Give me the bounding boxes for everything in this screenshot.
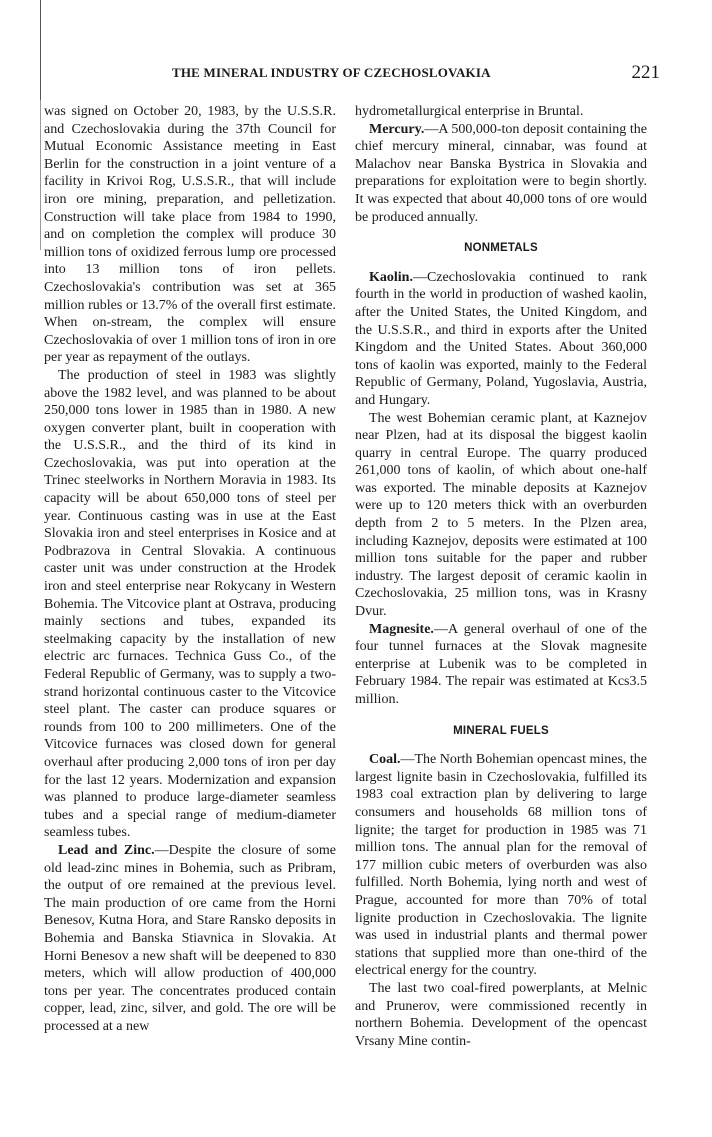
page-number: 221 (631, 62, 660, 83)
paragraph-magnesite (355, 621, 647, 709)
page-header (100, 62, 660, 86)
magnesite-text: —A general overhaul of one of the four tunnel furnaces at the Slovak magnesite enterprise at Lubenik was to be completed in February 1984. The repair was estimated at Kcs3.5 million. (355, 621, 647, 707)
paragraph-continuation: hydrometallurgical enterprise in Bruntal. (355, 104, 584, 119)
left-column (44, 103, 336, 1035)
kaolin-text: —Czechoslovakia continued to rank fourth in the world in production of washed kaolin, after the United States, the United Kingdom, and the U.S.S.R., and third in exports after the United Kingdom and the United States. About 360,000 tons of kaolin was exported, mainly to the Federal Republic of Germany, Poland, Yugoslavia, Austria, and Hungary. (355, 269, 647, 408)
section-heading-nonmetals: NONMETALS (464, 242, 538, 255)
binding-margin-line (40, 0, 41, 105)
paragraph-steel-production: The production of steel in 1983 was slightly above the 1982 level, and was planned to be about 250,000 tons lower in 1985 than in 1980. A new oxygen converter plant, built in cooperation with the U.S.S.R., and the third of its kind in Czechoslovakia, was put into operation at the Trinec steelworks in Northern Moravia in 1983. Its capacity will be about 650,000 tons of steel per year. Continuous casting was in use at the East Slovakia iron and steel enterprises in Kosice and at Podbrazova in Central Slovakia. A continuous caster unit was under construction at the Hrodek iron and steel enterprise near Rokycany in Western Bohemia. The Vitcovice plant at Ostrava, producing mainly sections and tubes, expanded its steelmaking capacity by the installation of new electric arc furnaces. Technica Guss Co., of the Federal Republic of Germany, was to supply a two-strand horizontal continuous caster to the Vitcovice steel plant. The caster can produce squares or rounds from 100 to 200 millimeters. One of the Vitcovice furnaces was closed down for general overhaul after producing 2,000 tons of iron per day for the last 12 years. Modernization and expansion was planned to produce large-diameter seamless tubes and a special range of medium-diameter seamless tubes. (44, 367, 336, 841)
binding-margin-line-lower (40, 100, 41, 250)
run-in-head-mercury: Mercury. (369, 121, 425, 137)
paragraph-powerplants: The last two coal-fired powerplants, at Melnic and Prunerov, were commissioned recently in northern Bohemia. Development of the opencast Vrsany Mine contin- (355, 980, 647, 1049)
run-in-head-lead-zinc: Lead and Zinc. (58, 842, 155, 858)
paragraph-lead-zinc (44, 842, 336, 1036)
run-in-head-kaolin: Kaolin. (369, 269, 413, 285)
paragraph-coal (355, 751, 647, 980)
lead-zinc-text: —Despite the closure of some old lead-zinc mines in Bohemia, such as Pribram, the output of ore remained at the previous level. The main production of ore came from the Horni Benesov, Kutna Hora, and Stare Ransko deposits in Bohemia and Banska Stiavnica in Slovakia. At Horni Benesov a new shaft will be deepened to 830 meters, which will allow production of 400,000 tons per year. The concentrates produced contain copper, lead, zinc, silver, and gold. The ore will be processed at a new (44, 842, 337, 1034)
paragraph-iron-ore-agreement: was signed on October 20, 1983, by the U.S.S.R. and Czechoslovakia during the 37th Council for Mutual Economic Assistance meeting in East Berlin for the construction in a joint venture of a facility in Krivoi Rog, U.S.S.R., that will include iron ore mining, preparation, and pelletization. Construction will take place from 1984 to 1990, and on completion the complex will produce 30 million tons of oxidized ferrous lump ore processed into 13 million tons of iron pellets. Czechoslovakia's contribution was set at 365 million rubles or 13.7% of the overall first estimate. When on-stream, the complex will ensure Czechoslovakia of over 1 million tons of iron in ore per year as repayment of the outlays. (44, 104, 336, 366)
run-in-head-coal: Coal. (369, 752, 401, 768)
right-column (355, 103, 647, 1050)
section-heading-mineral-fuels: MINERAL FUELS (453, 724, 549, 737)
paragraph-mercury (355, 121, 647, 227)
paragraph-kaolin (355, 269, 647, 410)
paragraph-kaolin-plant: The west Bohemian ceramic plant, at Kaznejov near Plzen, had at its disposal the biggest kaolin quarry in central Europe. The quarry produced 261,000 tons of kaolin, of which about one-half was exported. The minable deposits at Kaznejov were up to 120 meters thick with an overburden depth from 2 to 5 meters. In the Plzen area, including Kaznejov, deposits were estimated at 100 million tons suitable for the paper and rubber industry. The largest deposit of ceramic kaolin in Czechoslovakia, 25 million tons, was in Krasny Dvur. (355, 410, 647, 620)
mercury-text: —A 500,000-ton deposit containing the chief mercury mineral, cinnabar, was found at Malachov near Banska Bystrica in Slovakia and preparations for exploitation were to begin shortly. It was expected that about 40,000 tons of ore would be produced annually. (355, 121, 647, 225)
run-in-head-magnesite: Magnesite. (369, 621, 434, 637)
running-head-title: THE MINERAL INDUSTRY OF CZECHOSLOVAKIA (172, 65, 491, 80)
coal-text: —The North Bohemian opencast mines, the largest lignite basin in Czechoslovakia, fulfilled its 1983 coal extraction plan by delivering to large consumers and households 68 million tons of lignite; the target for production in 1985 was 71 million tons. The annual plan for the removal of 177 million cubic meters of overburden was also fulfilled. North Bohemia, lying north and west of Prague, accounted for more than 70% of total lignite production in Czechoslovakia. The lignite was used in industrial plants and thermal power stations that supplied more than one-third of the electrical energy for the country. (355, 752, 647, 979)
